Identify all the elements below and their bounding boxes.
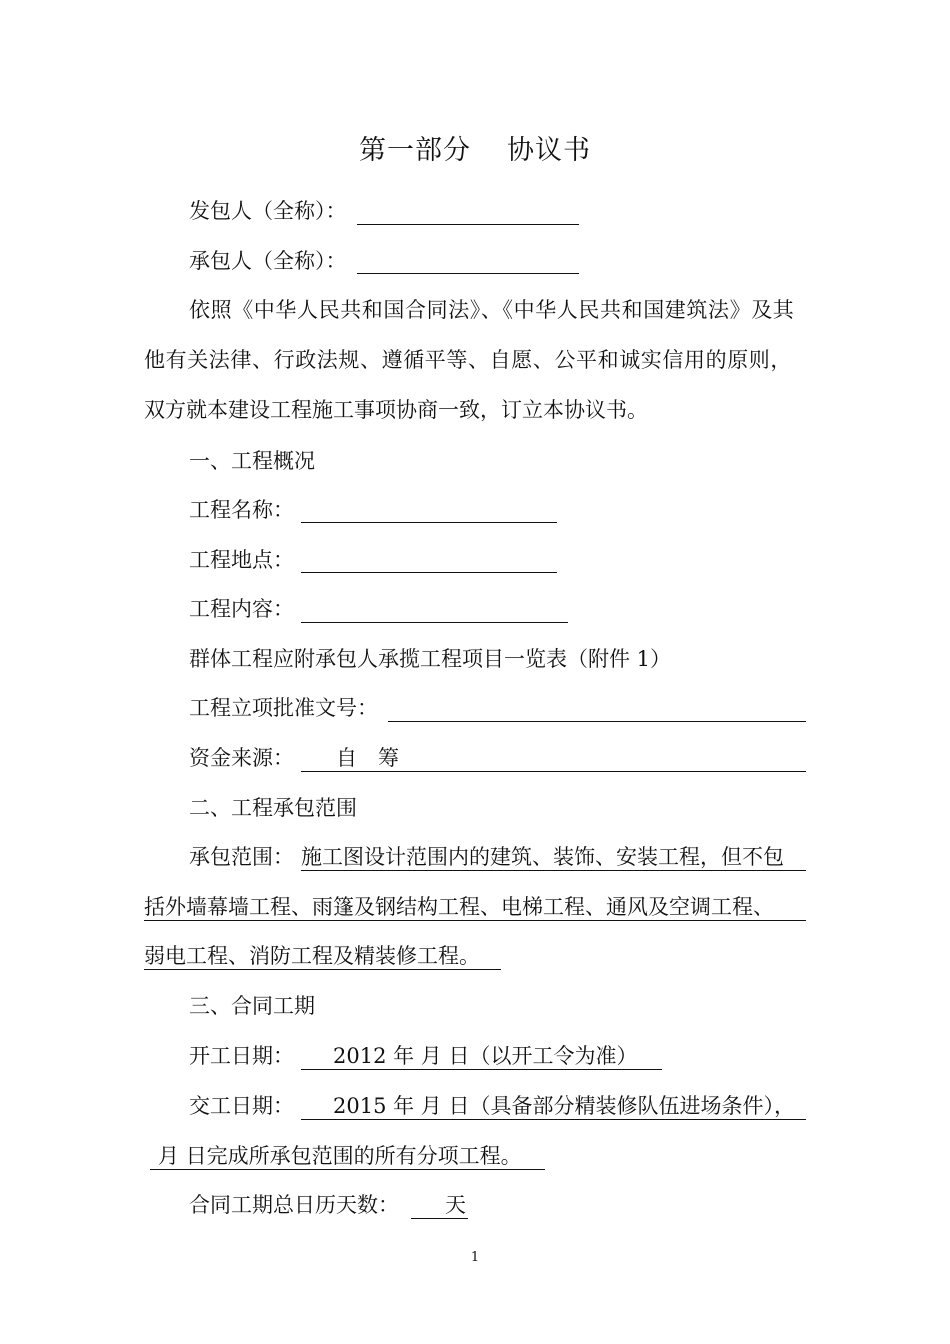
scope-label: 承包范围： xyxy=(189,845,294,869)
section-1-heading: 一、工程概况 xyxy=(189,449,315,473)
funding-label: 资金来源： xyxy=(189,746,294,770)
page-title xyxy=(0,128,950,167)
completion-date-value-1: 2015 年 月 日（具备部分精装修队伍进场条件）， xyxy=(333,1094,795,1118)
project-content-field[interactable] xyxy=(301,622,568,623)
scope-line-1: 施工图设计范围内的建筑、装饰、安装工程，但不包 xyxy=(301,845,784,869)
total-days-label: 合同工期总日历天数： xyxy=(189,1193,399,1217)
employer-field[interactable] xyxy=(357,224,579,225)
scope-line-3: 弱电工程、消防工程及精装修工程。 xyxy=(144,944,480,968)
intro-line-2: 他有关法律、行政法规、遵循平等、自愿、公平和诚实信用的原则， xyxy=(144,348,792,372)
completion-date-value-2: 月 日完成所承包范围的所有分项工程。 xyxy=(158,1144,522,1168)
project-name-field[interactable] xyxy=(301,522,557,523)
section-2-heading: 二、工程承包范围 xyxy=(189,796,357,820)
project-location-label: 工程地点： xyxy=(189,548,294,572)
scope-underline-3 xyxy=(144,969,501,970)
contractor-field[interactable] xyxy=(357,273,579,274)
title-part-2: 协议书 xyxy=(507,135,591,166)
scope-underline-2 xyxy=(144,920,806,921)
employer-label: 发包人（全称）： xyxy=(189,199,347,223)
completion-underline-1 xyxy=(301,1119,806,1120)
approval-no-field[interactable] xyxy=(388,721,806,722)
project-location-field[interactable] xyxy=(301,572,557,573)
intro-line-1: 依照《中华人民共和国合同法》、《中华人民共和国建筑法》及其 xyxy=(189,298,795,322)
start-date-underline xyxy=(301,1069,662,1070)
project-content-label: 工程内容： xyxy=(189,597,294,621)
scope-underline-1 xyxy=(301,870,806,871)
completion-date-label: 交工日期： xyxy=(189,1094,294,1118)
start-date-label: 开工日期： xyxy=(189,1044,294,1068)
total-days-underline xyxy=(411,1218,468,1219)
start-date-value: 2012 年 月 日（以开工令为准） xyxy=(333,1044,638,1068)
scope-line-2: 括外墙幕墙工程、雨篷及钢结构工程、电梯工程、通风及空调工程、 xyxy=(144,895,774,919)
total-days-value: 天 xyxy=(445,1193,466,1217)
section-3-heading: 三、合同工期 xyxy=(189,994,315,1018)
project-name-label: 工程名称： xyxy=(189,498,294,522)
title-part-1: 第一部分 xyxy=(359,135,471,166)
group-project-note: 群体工程应附承包人承揽工程项目一览表（附件 1） xyxy=(189,647,672,671)
approval-no-label: 工程立项批准文号： xyxy=(189,696,378,720)
funding-value: 自 筹 xyxy=(336,746,399,770)
funding-underline xyxy=(301,771,806,772)
page-number: 1 xyxy=(470,1250,480,1265)
contractor-label: 承包人（全称）： xyxy=(189,249,347,273)
intro-line-3: 双方就本建设工程施工事项协商一致，订立本协议书。 xyxy=(144,398,648,422)
completion-underline-2 xyxy=(150,1169,545,1170)
